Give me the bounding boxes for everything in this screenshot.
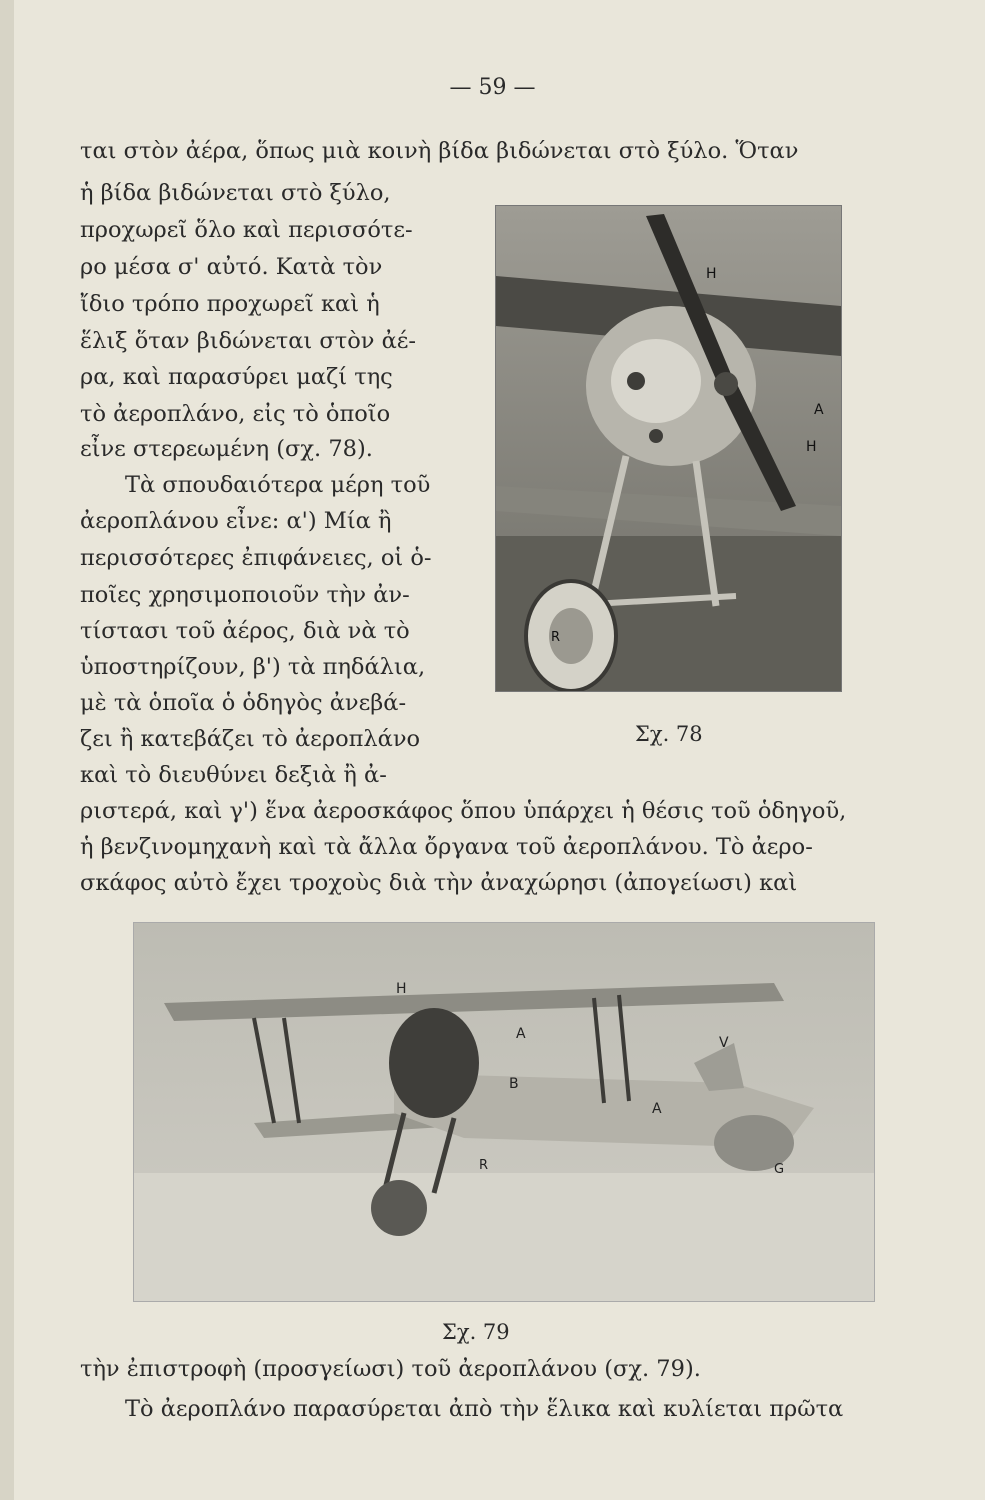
text-line: περισσότερες ἐπιφάνειες, οἱ ὁ- (80, 545, 432, 571)
text-line: ζει ἢ κατεβάζει τὸ ἀεροπλάνο (80, 726, 421, 752)
text-line: Τὸ ἀεροπλάνο παρασύρεται ἀπὸ τὴν ἕλικα καὶ κυλίεται πρῶτα (125, 1396, 844, 1422)
fig78-label-a: A (814, 402, 824, 418)
text-line: ὑποστηρίζουν, β') τὰ πηδάλια, (80, 654, 426, 680)
text-line: τὸ ἀεροπλάνο, εἰς τὸ ὁποῖο (80, 401, 391, 427)
fig79-label-a-low: A (652, 1101, 662, 1117)
text-line: ἕλιξ ὅταν βιδώνεται στὸν ἀέ- (80, 328, 417, 354)
text-line: μὲ τὰ ὁποῖα ὁ ὁδηγὸς ἀνεβά- (80, 690, 407, 716)
propeller-illustration (496, 206, 841, 691)
figure-78-photo (495, 205, 842, 692)
text-line: ρο μέσα σ' αὐτό. Κατὰ τὸν (80, 254, 383, 280)
text-line: ἀεροπλάνου εἶνε: α') Μία ἢ (80, 508, 392, 534)
text-line: ἴδιο τρόπο προχωρεῖ καὶ ἡ (80, 291, 380, 317)
text-line: ριστερά, καὶ γ') ἕνα ἀεροσκάφος ὅπου ὑπάρχει ἡ θέσις τοῦ ὁδηγοῦ, (80, 798, 847, 824)
text-line: εἶνε στερεωμένη (σχ. 78). (80, 436, 373, 462)
fig79-label-r: R (479, 1158, 489, 1173)
figure-78-caption: Σχ. 78 (635, 722, 703, 746)
fig78-label-r: R (551, 630, 561, 645)
figure-79-caption: Σχ. 79 (442, 1320, 510, 1344)
text-line: ρα, καὶ παρασύρει μαζί της (80, 364, 393, 390)
text-line: προχωρεῖ ὅλο καὶ περισσότε- (80, 217, 413, 243)
figure-79-photo (133, 922, 875, 1302)
fig79-label-h: H (396, 981, 407, 997)
fig78-label-h-top: H (706, 266, 717, 282)
text-line: Τὰ σπουδαιότερα μέρη τοῦ (125, 472, 431, 498)
fig79-label-b: B (509, 1076, 519, 1092)
text-line: ποῖες χρησιμοποιοῦν τὴν ἀν- (80, 582, 410, 608)
text-line: ται στὸν ἀέρα, ὅπως μιὰ κοινὴ βίδα βιδώνεται στὸ ξύλο. Ὅταν (80, 138, 799, 164)
text-line: τὴν ἐπιστροφὴ (προσγείωσι) τοῦ ἀεροπλάνου (σχ. 79). (80, 1356, 701, 1382)
fig79-label-v: V (719, 1035, 729, 1051)
text-line: ἡ βίδα βιδώνεται στὸ ξύλο, (80, 180, 391, 206)
fig79-label-a-top: A (516, 1026, 526, 1042)
text-line: τίστασι τοῦ ἀέρος, διὰ νὰ τὸ (80, 618, 410, 644)
text-line: καὶ τὸ διευθύνει δεξιὰ ἢ ἀ- (80, 762, 387, 788)
biplane-illustration (134, 923, 874, 1301)
text-line: ἡ βενζινομηχανὴ καὶ τὰ ἄλλα ὄργανα τοῦ ἀεροπλάνου. Τὸ ἀερο- (80, 834, 813, 860)
page-number: — 59 — (449, 75, 536, 100)
page-edge (0, 0, 14, 1500)
fig79-label-g: G (774, 1162, 785, 1177)
text-line: σκάφος αὐτὸ ἔχει τροχοὺς διὰ τὴν ἀναχώρησι (ἀπογείωσι) καὶ (80, 870, 798, 896)
fig78-label-h-mid: H (806, 439, 817, 455)
